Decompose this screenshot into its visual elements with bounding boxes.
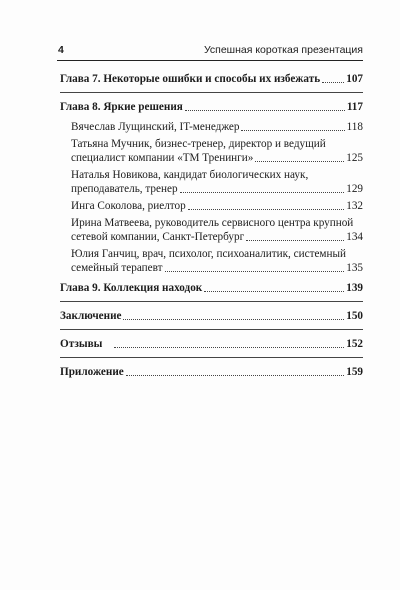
divider	[60, 92, 363, 93]
toc-page-number: 132	[346, 200, 363, 212]
toc-subentry-text: специалист компании «ТМ Тренинги»	[71, 152, 254, 164]
divider	[60, 357, 363, 358]
table-of-contents	[60, 72, 363, 379]
toc-page-number: 125	[346, 152, 363, 164]
toc-subentry-text: преподаватель, тренер	[71, 183, 178, 195]
toc-entry-title: Глава 8. Яркие решения	[60, 101, 183, 113]
dot-leader	[165, 271, 345, 272]
toc-subentry-text: Ирина Матвеева, руководитель сервисного центра крупной	[71, 217, 354, 229]
toc-subentry	[60, 168, 363, 196]
toc-page-number: 152	[346, 338, 363, 350]
toc-subentry	[60, 216, 363, 244]
toc-page-number: 118	[346, 121, 363, 133]
toc-subentry	[60, 120, 363, 134]
toc-entry-title: Заключение	[60, 310, 122, 322]
toc-subentry	[60, 247, 363, 275]
dot-leader	[126, 375, 344, 376]
dot-leader	[322, 82, 344, 83]
toc-subentry	[60, 199, 363, 213]
toc-appendix	[60, 365, 363, 379]
running-header	[57, 42, 363, 61]
toc-page-number: 134	[346, 231, 363, 243]
toc-entry-title: Глава 7. Некоторые ошибки и способы их избежать	[60, 73, 321, 85]
dot-leader	[241, 130, 344, 131]
toc-entry-title: Глава 9. Коллекция находок	[60, 282, 203, 294]
toc-page-number: 129	[346, 183, 363, 195]
running-title: Успешная короткая презентация	[203, 44, 363, 56]
toc-chapter-7	[60, 72, 363, 86]
toc-page-number: 107	[346, 73, 363, 85]
toc-subentry-text: Наталья Новикова, кандидат биологических наук,	[71, 169, 309, 181]
toc-chapter-9	[60, 281, 363, 295]
dot-leader	[246, 240, 344, 241]
dot-leader	[114, 347, 344, 348]
toc-subentry-text: Инга Соколова, риелтор	[71, 200, 186, 212]
toc-subentry	[60, 137, 363, 165]
toc-entry-title: Приложение	[60, 366, 124, 378]
toc-chapter-8	[60, 100, 363, 114]
page-number: 4	[58, 44, 64, 56]
toc-entry-title: Отзывы	[60, 338, 103, 350]
dot-leader	[180, 192, 345, 193]
toc-subentry-text: Татьяна Мучник, бизнес-тренер, директор и ведущий	[71, 138, 326, 150]
toc-subentry-text: Юлия Ганчиц, врач, психолог, психоаналитик, системный	[71, 248, 346, 260]
dot-leader	[204, 291, 344, 292]
toc-page-number: 139	[346, 282, 363, 294]
dot-leader	[185, 110, 345, 111]
toc-subentry-text: Вячеслав Лущинский, IT-менеджер	[71, 121, 240, 133]
toc-page-number: 117	[346, 101, 363, 113]
toc-subentry-text: семейный терапевт	[71, 262, 163, 274]
toc-subentry-text: сетевой компании, Санкт-Петербург	[71, 231, 245, 243]
dot-leader	[123, 319, 344, 320]
toc-page-number: 150	[346, 310, 363, 322]
dot-leader	[255, 161, 344, 162]
dot-leader	[188, 209, 345, 210]
toc-page-number: 159	[346, 366, 363, 378]
divider	[60, 301, 363, 302]
toc-conclusion	[60, 309, 363, 323]
divider	[60, 329, 363, 330]
toc-reviews	[60, 337, 363, 351]
toc-page-number: 135	[346, 262, 363, 274]
